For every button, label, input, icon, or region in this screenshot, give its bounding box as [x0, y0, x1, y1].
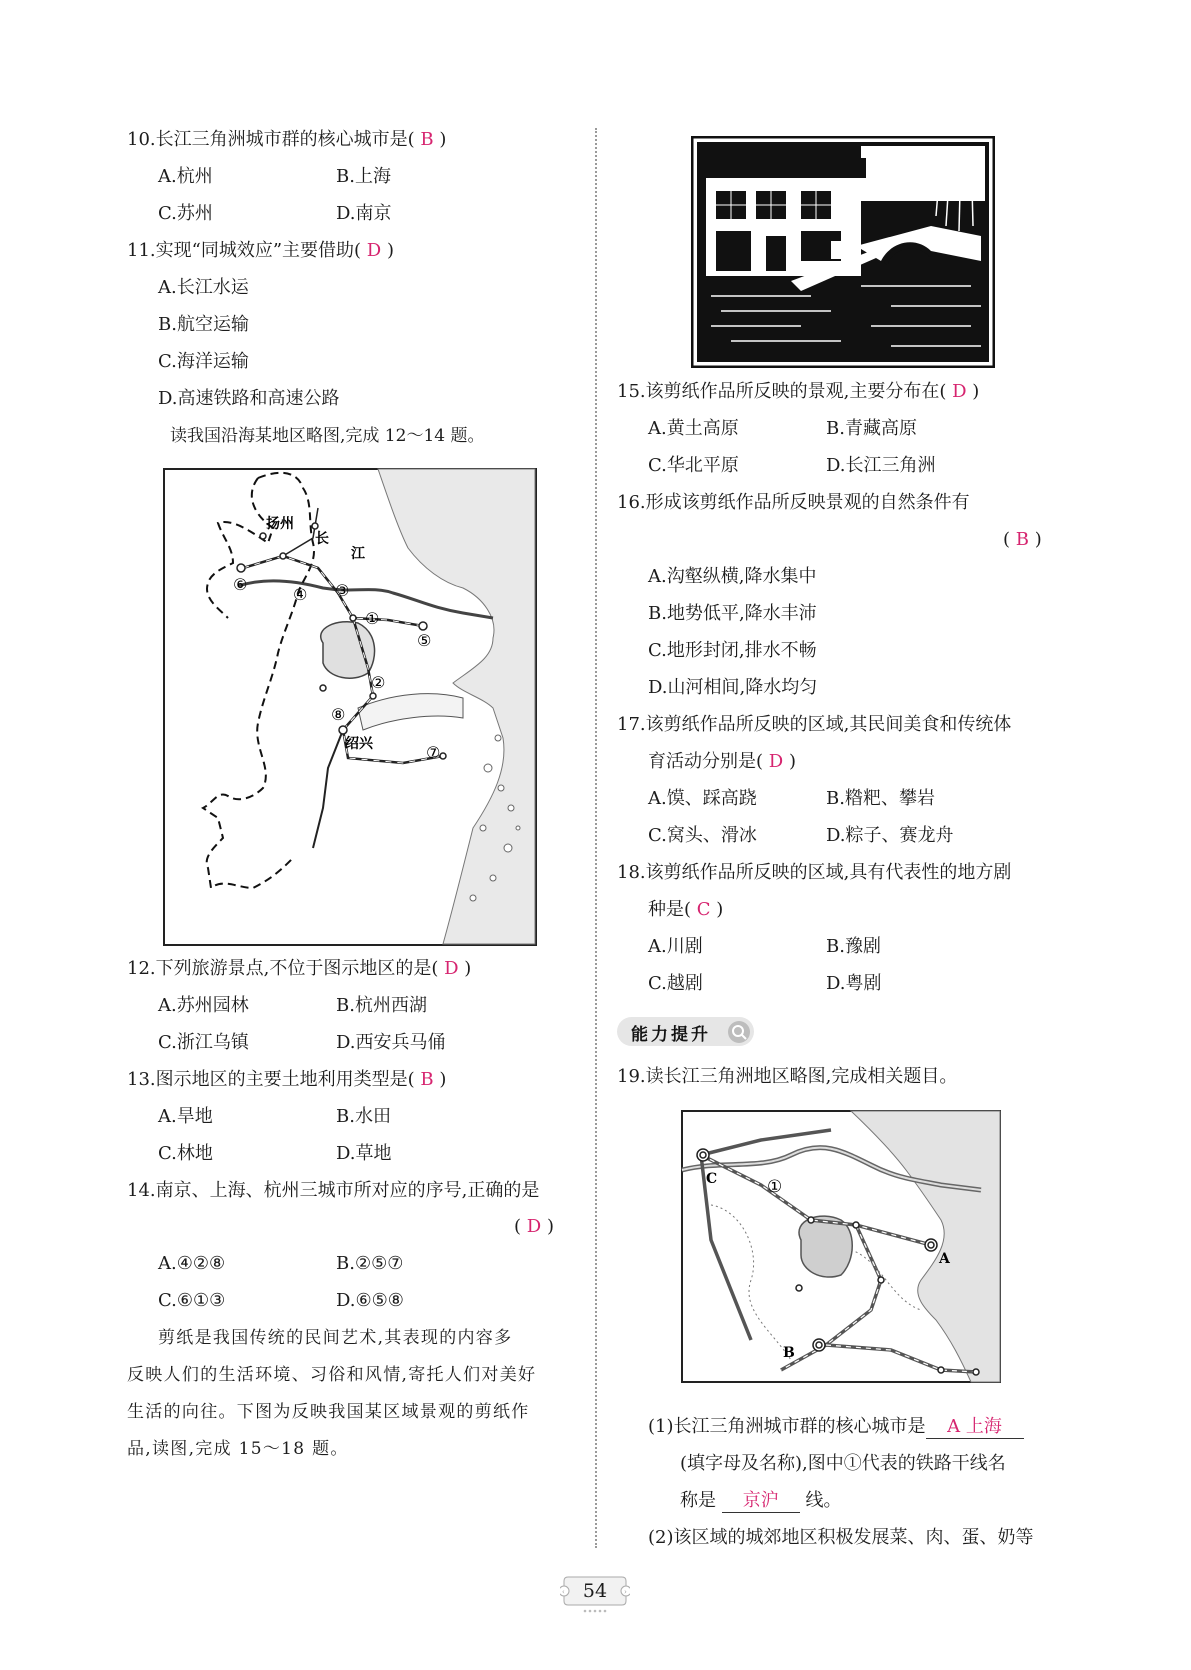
- q17-option-d: D.粽子、赛龙舟: [826, 825, 954, 846]
- map2-label-b: B: [783, 1345, 795, 1361]
- map2-label-1: ①: [767, 1177, 783, 1197]
- q12-stem: 12.下列旅游景点,不位于图示地区的是( D ): [127, 958, 472, 979]
- svg-text:›: ›: [624, 1588, 627, 1596]
- map1-label-chang: 长: [315, 531, 329, 547]
- map2-label-c: C: [706, 1171, 718, 1187]
- map2-label-a: A: [939, 1251, 950, 1267]
- q19-part1-line1: (1)长江三角洲城市群的核心城市是 A 上海: [648, 1416, 1024, 1439]
- q17-answer: D: [768, 751, 784, 772]
- q15-option-a: A.黄土高原: [648, 418, 739, 439]
- q16-answer-bracket: ( B ): [1003, 529, 1042, 550]
- q19-part1-line2: (填字母及名称),图中①代表的铁路干线名: [680, 1453, 1006, 1474]
- map1-num-1: ①: [365, 609, 380, 628]
- q16-answer: B: [1015, 529, 1029, 550]
- map1-num-7: ⑦: [426, 743, 441, 762]
- q10-option-a: A.杭州: [158, 166, 213, 187]
- map1-num-2: ②: [371, 673, 386, 692]
- column-divider: [595, 128, 597, 1548]
- paper-cut-artwork: [691, 136, 995, 368]
- intro-12-14: 读我国沿海某地区略图,完成 12～14 题。: [170, 426, 485, 446]
- q16-option-a: A.沟壑纵横,降水集中: [648, 566, 817, 587]
- q10-option-c: C.苏州: [158, 203, 213, 224]
- q19-answer-1: A 上海: [926, 1416, 1024, 1439]
- q12-answer: D: [444, 958, 459, 979]
- q11-option-b: B.航空运输: [158, 314, 249, 335]
- q13-option-d: D.草地: [336, 1143, 392, 1164]
- q14-stem: 14.南京、上海、杭州三城市所对应的序号,正确的是: [127, 1180, 540, 1201]
- q16-stem: 16.形成该剪纸作品所反映景观的自然条件有: [617, 492, 970, 513]
- q15-answer: D: [952, 381, 967, 402]
- q10-option-b: B.上海: [336, 166, 391, 187]
- q12-option-b: B.杭州西湖: [336, 995, 427, 1016]
- q10-stem: 10.长江三角洲城市群的核心城市是( B ): [127, 129, 447, 150]
- q17-stem-cont: 育活动分别是( D ): [648, 751, 796, 772]
- svg-text:‹: ‹: [562, 1588, 565, 1596]
- q19-part1-line3: 称是 京沪 线。: [680, 1490, 842, 1511]
- q19-stem: 19.读长江三角洲地区略图,完成相关题目。: [617, 1066, 958, 1087]
- q18-option-c: C.越剧: [648, 973, 703, 994]
- q17-option-c: C.窝头、滑冰: [648, 825, 757, 846]
- q11-option-d: D.高速铁路和高速公路: [158, 388, 340, 409]
- magnifier-icon: [727, 1020, 751, 1044]
- q16-option-c: C.地形封闭,排水不畅: [648, 640, 817, 661]
- q10-option-d: D.南京: [336, 203, 392, 224]
- q11-option-a: A.长江水运: [158, 277, 249, 298]
- q18-option-b: B.豫剧: [826, 936, 881, 957]
- q13-option-b: B.水田: [336, 1106, 391, 1127]
- q17-option-b: B.糌粑、攀岩: [826, 788, 935, 809]
- map1-label-shaoxing: 绍兴: [345, 736, 373, 752]
- paper-cut-intro-line-4: 品,读图,完成 15～18 题。: [127, 1439, 349, 1459]
- q10-answer: B: [420, 129, 434, 150]
- q14-answer: D: [526, 1216, 542, 1237]
- q14-answer-bracket: ( D ): [514, 1216, 554, 1237]
- section-title: 能力提升: [631, 1025, 711, 1045]
- coastal-region-map: [163, 468, 537, 946]
- map1-num-6: ⑥: [233, 575, 248, 594]
- q14-option-b: B.②⑤⑦: [336, 1253, 404, 1274]
- q17-option-a: A.馍、踩高跷: [648, 788, 757, 809]
- map1-num-5: ⑤: [417, 631, 432, 650]
- map1-num-8: ⑧: [331, 705, 346, 724]
- q18-stem: 18.该剪纸作品所反映的区域,具有代表性的地方剧: [617, 862, 1012, 883]
- map1-num-3: ③: [335, 581, 350, 600]
- q16-option-b: B.地势低平,降水丰沛: [648, 603, 817, 624]
- q12-option-c: C.浙江乌镇: [158, 1032, 249, 1053]
- map1-num-4: ④: [293, 585, 308, 604]
- q18-stem-cont: 种是( C ): [648, 899, 724, 920]
- q14-option-a: A.④②⑧: [158, 1253, 226, 1274]
- q16-option-d: D.山河相间,降水均匀: [648, 677, 818, 698]
- q18-option-d: D.粤剧: [826, 973, 882, 994]
- q11-answer: D: [366, 240, 382, 261]
- page-number: 54: [582, 1580, 608, 1602]
- paper-cut-intro-line-1: 剪纸是我国传统的民间艺术,其表现的内容多: [158, 1328, 513, 1348]
- q11-stem: 11.实现“同城效应”主要借助( D ): [127, 240, 394, 261]
- q12-option-d: D.西安兵马俑: [336, 1032, 446, 1053]
- q19-part2-line1: (2)该区域的城郊地区积极发展菜、肉、蛋、奶等: [648, 1527, 1034, 1548]
- q14-option-c: C.⑥①③: [158, 1290, 226, 1311]
- q13-option-a: A.旱地: [158, 1106, 213, 1127]
- q14-option-d: D.⑥⑤⑧: [336, 1290, 404, 1311]
- section-badge: [617, 1017, 754, 1046]
- q13-stem: 13.图示地区的主要土地利用类型是( B ): [127, 1069, 447, 1090]
- paper-cut-intro-line-2: 反映人们的生活环境、习俗和风情,寄托人们对美好: [127, 1365, 537, 1385]
- q15-option-c: C.华北平原: [648, 455, 739, 476]
- q19-answer-2: 京沪: [722, 1490, 800, 1513]
- q18-answer: C: [696, 899, 711, 920]
- q15-option-b: B.青藏高原: [826, 418, 917, 439]
- q18-option-a: A.川剧: [648, 936, 703, 957]
- q12-option-a: A.苏州园林: [158, 995, 249, 1016]
- map1-label-yangzhou: 扬州: [266, 516, 294, 532]
- yangtze-delta-map: [681, 1110, 1001, 1383]
- q17-stem: 17.该剪纸作品所反映的区域,其民间美食和传统体: [617, 714, 1012, 735]
- q13-option-c: C.林地: [158, 1143, 213, 1164]
- q15-stem: 15.该剪纸作品所反映的景观,主要分布在( D ): [617, 381, 980, 402]
- q13-answer: B: [420, 1069, 434, 1090]
- q15-option-d: D.长江三角洲: [826, 455, 936, 476]
- paper-cut-intro-line-3: 生活的向往。下图为反映我国某区域景观的剪纸作: [127, 1402, 530, 1422]
- map1-label-jiang: 江: [351, 546, 365, 562]
- q11-option-c: C.海洋运输: [158, 351, 249, 372]
